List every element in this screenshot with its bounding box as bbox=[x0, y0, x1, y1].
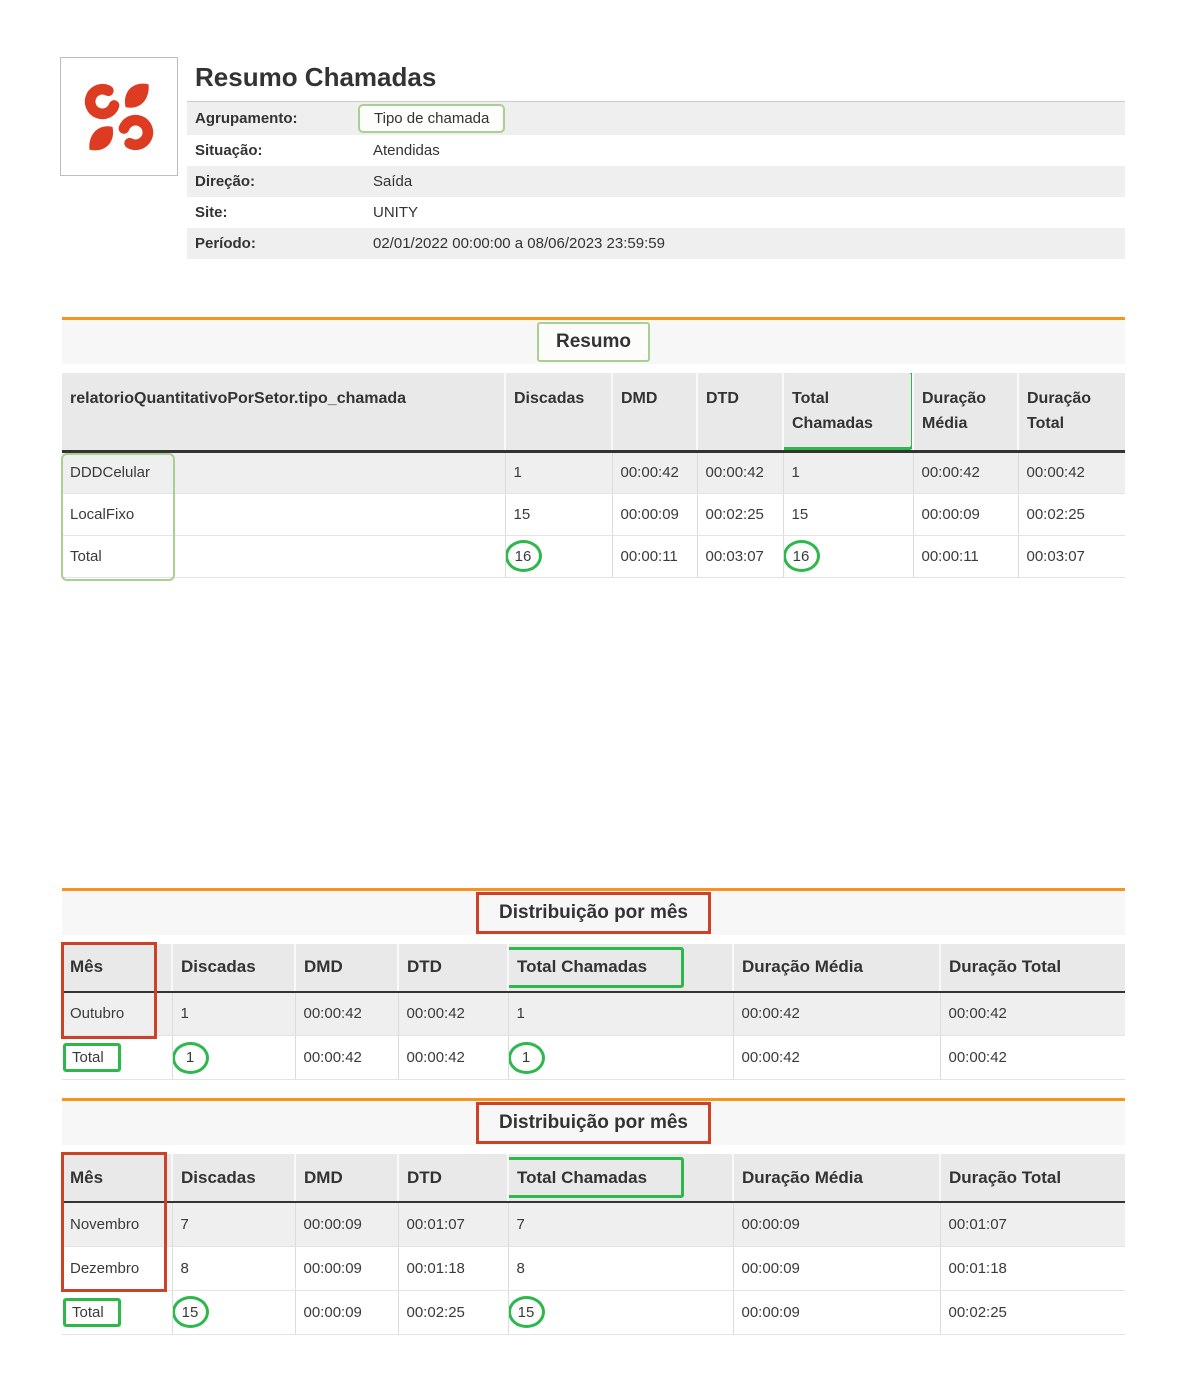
cell-total-label: Total bbox=[62, 535, 505, 577]
cell: 00:00:09 bbox=[612, 493, 697, 535]
cell-total-label bbox=[62, 1290, 172, 1334]
annotation-circle-total-chamadas-total bbox=[508, 1296, 545, 1328]
section-month-2 bbox=[62, 1098, 1125, 1335]
cell bbox=[508, 1290, 733, 1334]
cell-mes: Outubro bbox=[62, 992, 172, 1036]
cell: 00:00:42 bbox=[913, 451, 1018, 493]
col-header-mes: Mês bbox=[62, 1154, 172, 1202]
table-row bbox=[62, 451, 1125, 493]
meta-value: Saída bbox=[373, 173, 413, 190]
meta-label: Direção: bbox=[195, 173, 256, 190]
cell-value: 1 bbox=[521, 1049, 531, 1066]
cell: 00:01:18 bbox=[940, 1246, 1125, 1290]
cell: 15 bbox=[783, 493, 913, 535]
col-header-duracao-media: Duração Média bbox=[733, 1154, 940, 1202]
s-petals-logo-icon bbox=[78, 76, 160, 158]
month2-table-wrap bbox=[62, 1154, 1125, 1335]
cell: 00:01:18 bbox=[398, 1246, 508, 1290]
cell-mes: Novembro bbox=[62, 1202, 172, 1246]
cell: 00:00:09 bbox=[733, 1202, 940, 1246]
col-header-total-chamadas: Total Chamadas bbox=[783, 373, 913, 451]
page-title: Resumo Chamadas bbox=[195, 62, 437, 92]
col-header-dtd: DTD bbox=[398, 944, 508, 992]
meta-label: Situação: bbox=[195, 142, 263, 159]
cell: 00:00:09 bbox=[295, 1202, 398, 1246]
section-title-band bbox=[62, 1101, 1125, 1145]
month2-table bbox=[62, 1154, 1125, 1335]
col-header-total-chamadas: Total Chamadas bbox=[508, 944, 733, 992]
cell: 1 bbox=[172, 992, 295, 1036]
cell: 00:00:09 bbox=[733, 1246, 940, 1290]
header-row bbox=[62, 373, 1125, 451]
cell-mes: Dezembro bbox=[62, 1246, 172, 1290]
cell: 00:00:42 bbox=[940, 992, 1125, 1036]
meta-value bbox=[365, 102, 1125, 136]
annotation-circle-discadas-total bbox=[172, 1042, 209, 1074]
cell: 8 bbox=[172, 1246, 295, 1290]
section-title: Distribuição por mês bbox=[499, 1112, 688, 1133]
section-title: Resumo bbox=[556, 331, 631, 352]
meta-label: Agrupamento: bbox=[195, 110, 298, 127]
resumo-table-wrap bbox=[62, 373, 1125, 578]
cell-value: 16 bbox=[792, 547, 810, 565]
col-header-duracao-media: Duração Média bbox=[913, 373, 1018, 451]
cell: 00:00:42 bbox=[733, 1036, 940, 1080]
col-header-total-chamadas: Total Chamadas bbox=[508, 1154, 733, 1202]
col-header-dtd: DTD bbox=[697, 373, 783, 451]
section-month-1 bbox=[62, 888, 1125, 1081]
cell: 1 bbox=[508, 992, 733, 1036]
col-header-dmd: DMD bbox=[295, 1154, 398, 1202]
cell bbox=[505, 535, 612, 577]
col-header-discadas: Discadas bbox=[172, 944, 295, 992]
annotation-box-month1-title bbox=[476, 892, 711, 934]
cell: 00:02:25 bbox=[940, 1290, 1125, 1334]
col-header-duracao-total: Duração Total bbox=[940, 1154, 1125, 1202]
section-title: Distribuição por mês bbox=[499, 901, 688, 923]
annotation-circle-discadas-total bbox=[505, 540, 542, 572]
meta-row bbox=[187, 228, 1125, 259]
col-header-duracao-total: Duração Total bbox=[1018, 373, 1125, 451]
cell: 00:00:11 bbox=[913, 535, 1018, 577]
resumo-table bbox=[62, 373, 1125, 578]
cell-value: 15 bbox=[517, 1303, 535, 1321]
section-title-band bbox=[62, 891, 1125, 935]
meta-value: Atendidas bbox=[373, 142, 440, 159]
cell: 00:00:42 bbox=[733, 992, 940, 1036]
cell: 00:02:25 bbox=[1018, 493, 1125, 535]
cell: 15 bbox=[505, 493, 612, 535]
annotation-box-resumo-title bbox=[537, 322, 650, 362]
cell: 1 bbox=[783, 451, 913, 493]
section-resumo bbox=[62, 317, 1125, 578]
meta-row bbox=[187, 135, 1125, 166]
cell: 00:02:25 bbox=[398, 1290, 508, 1334]
cell: 00:03:07 bbox=[1018, 535, 1125, 577]
cell: 00:00:09 bbox=[733, 1290, 940, 1334]
cell: 00:00:42 bbox=[295, 992, 398, 1036]
table-row bbox=[62, 992, 1125, 1036]
cell-value: Total bbox=[72, 1049, 104, 1066]
cell: 7 bbox=[508, 1202, 733, 1246]
cell: 00:00:42 bbox=[697, 451, 783, 493]
cell bbox=[783, 535, 913, 577]
cell: 00:01:07 bbox=[398, 1202, 508, 1246]
cell: 00:00:42 bbox=[398, 992, 508, 1036]
cell-value: Total bbox=[72, 1303, 104, 1321]
annotation-box-total-label bbox=[63, 1298, 121, 1327]
meta-row bbox=[187, 166, 1125, 197]
col-header-dmd: DMD bbox=[612, 373, 697, 451]
annotation-box-total-label bbox=[63, 1043, 121, 1072]
cell: 00:00:09 bbox=[295, 1246, 398, 1290]
col-header-duracao-media: Duração Média bbox=[733, 944, 940, 992]
cell: 1 bbox=[505, 451, 612, 493]
report-header-info bbox=[187, 57, 1125, 259]
annotation-box-agrupamento-value bbox=[358, 104, 505, 133]
total-row bbox=[62, 535, 1125, 577]
cell: 00:03:07 bbox=[697, 535, 783, 577]
cell: 00:00:42 bbox=[940, 1036, 1125, 1080]
col-header-tipo-chamada: relatorioQuantitativoPorSetor.tipo_chamada bbox=[62, 373, 505, 451]
meta-value: UNITY bbox=[373, 204, 418, 221]
table-row bbox=[62, 1202, 1125, 1246]
table-row bbox=[62, 1246, 1125, 1290]
cell: 00:00:42 bbox=[295, 1036, 398, 1080]
total-row bbox=[62, 1036, 1125, 1080]
col-header-mes: Mês bbox=[62, 944, 172, 992]
meta-label: Período: bbox=[195, 235, 256, 252]
annotation-box-month2-title bbox=[476, 1102, 711, 1144]
cell-total-label bbox=[62, 1036, 172, 1080]
header-row bbox=[62, 1154, 1125, 1202]
header-row bbox=[62, 944, 1125, 992]
cell-value: 1 bbox=[185, 1049, 195, 1066]
cell bbox=[172, 1036, 295, 1080]
cell: 00:02:25 bbox=[697, 493, 783, 535]
cell: 00:00:42 bbox=[1018, 451, 1125, 493]
section-title-band bbox=[62, 320, 1125, 364]
cell-tipo: LocalFixo bbox=[62, 493, 505, 535]
meta-value-text: Tipo de chamada bbox=[374, 110, 490, 127]
meta-row bbox=[187, 102, 1125, 136]
meta-label: Site: bbox=[195, 204, 228, 221]
col-header-discadas: Discadas bbox=[505, 373, 612, 451]
cell: 00:00:11 bbox=[612, 535, 697, 577]
cell: 00:00:42 bbox=[612, 451, 697, 493]
cell: 00:00:09 bbox=[295, 1290, 398, 1334]
cell: 8 bbox=[508, 1246, 733, 1290]
col-header-duracao-total: Duração Total bbox=[940, 944, 1125, 992]
col-header-discadas: Discadas bbox=[172, 1154, 295, 1202]
cell: 00:00:42 bbox=[398, 1036, 508, 1080]
annotation-circle-total-chamadas-total bbox=[783, 540, 820, 572]
report-header bbox=[60, 57, 1125, 259]
cell: 7 bbox=[172, 1202, 295, 1246]
table-row bbox=[62, 493, 1125, 535]
col-header-dmd: DMD bbox=[295, 944, 398, 992]
brand-logo bbox=[60, 57, 178, 176]
cell-tipo: DDDCelular bbox=[62, 451, 505, 493]
cell bbox=[508, 1036, 733, 1080]
cell-value: 16 bbox=[514, 547, 532, 565]
cell: 00:00:09 bbox=[913, 493, 1018, 535]
month1-table bbox=[62, 944, 1125, 1081]
annotation-circle-discadas-total bbox=[172, 1296, 209, 1328]
month1-table-wrap bbox=[62, 944, 1125, 1081]
col-header-dtd: DTD bbox=[398, 1154, 508, 1202]
report-meta-table bbox=[187, 101, 1125, 259]
cell-value: 15 bbox=[181, 1303, 199, 1321]
total-row bbox=[62, 1290, 1125, 1334]
cell bbox=[172, 1290, 295, 1334]
meta-row bbox=[187, 197, 1125, 228]
annotation-circle-total-chamadas-total bbox=[508, 1042, 545, 1074]
meta-value: 02/01/2022 00:00:00 a 08/06/2023 23:59:59 bbox=[373, 235, 665, 252]
cell: 00:01:07 bbox=[940, 1202, 1125, 1246]
